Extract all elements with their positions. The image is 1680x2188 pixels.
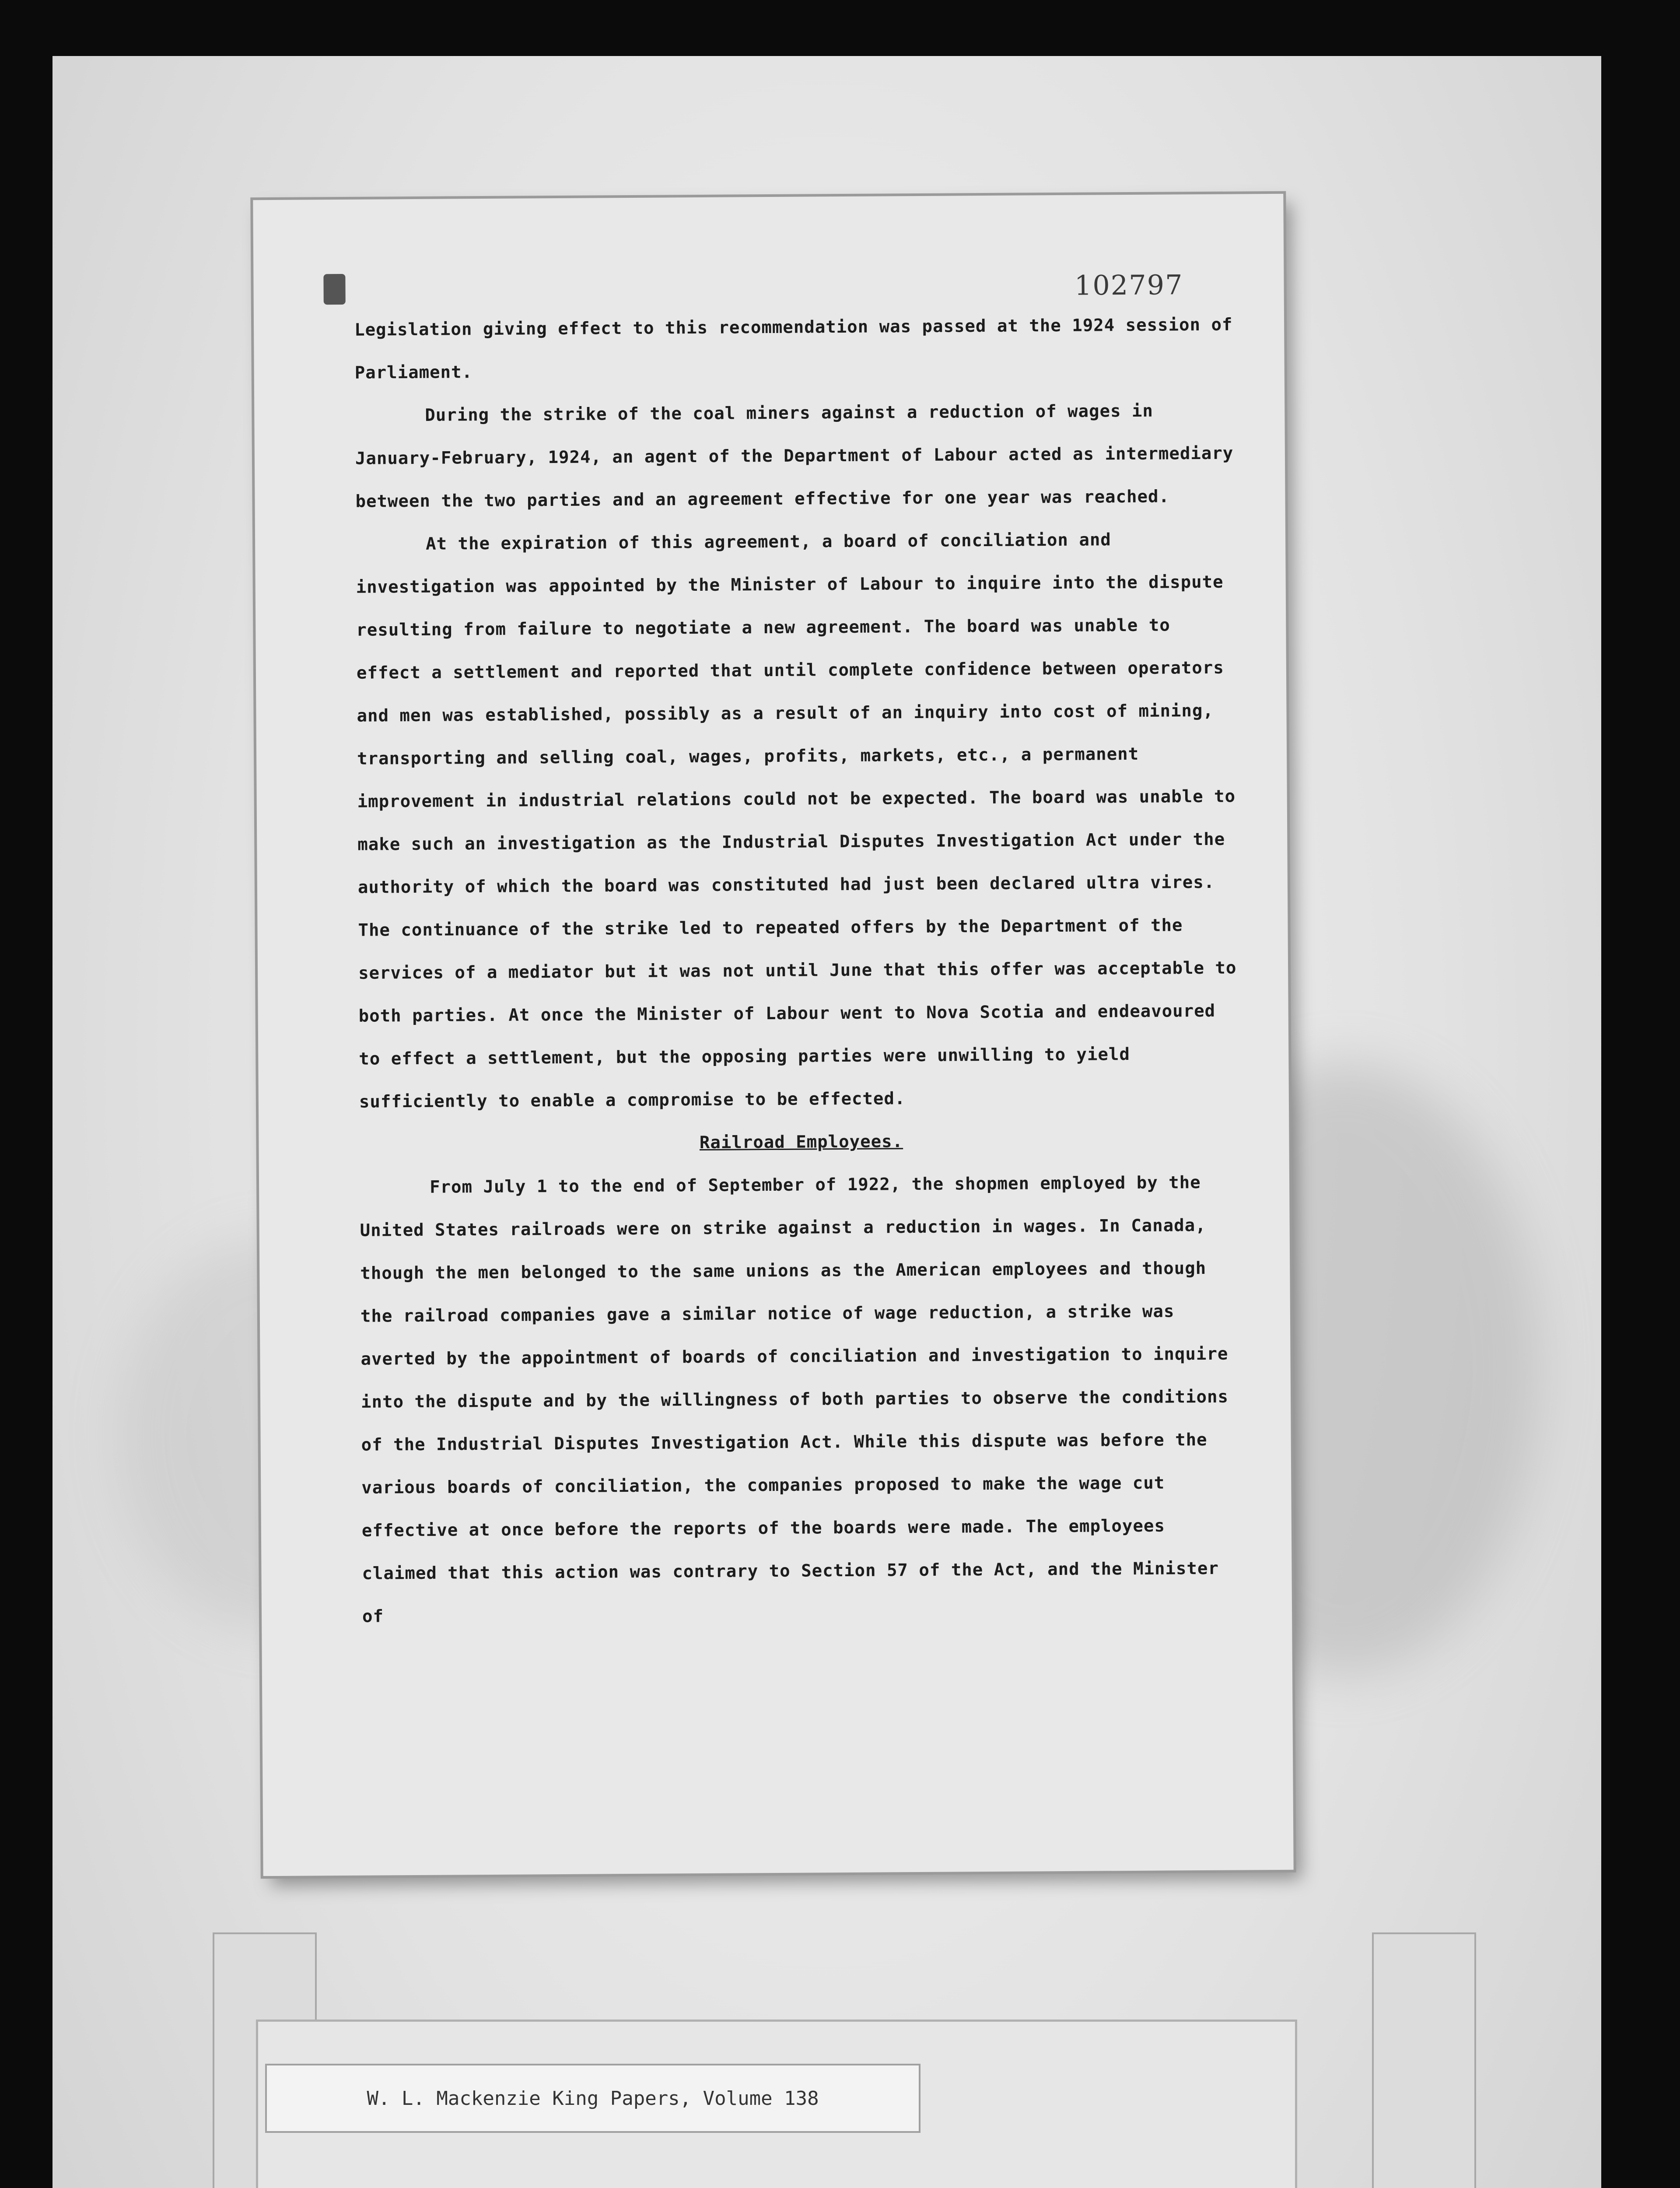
paragraph: Legislation giving effect to this recommendation was passed at the 1924 session of Parliament. [354, 315, 1233, 383]
pin-mark [323, 274, 345, 305]
paragraph: From July 1 to the end of September of 1922, the shopmen employed by the United States railroads were on strike against a reduction in wages. In Canada, though the men belonged to the same unions as the American employees and though the railroad companies gave a similar notice of wage reduction, a strike was averted by the appointment of boards of conciliation and investigation to inquire into the dispute and by the willingness of both parties to observe the conditions of the Industrial Disputes Investigation Act. While this dispute was before the various boards of conciliation, the companies proposed to make the wage cut effective at once before the reports of the boards were made. The employees claimed that this action was contrary to Section 57 of the Act, and the Minister of [360, 1173, 1229, 1627]
page-body [354, 303, 1246, 1638]
section-heading: Railroad Employees. [699, 1132, 903, 1153]
card-tab-right [1374, 1934, 1474, 2188]
typed-page [253, 194, 1293, 1876]
paragraph: At the expiration of this agreement, a board of conciliation and investigation was appointed by the Minister of Labour to inquire into the dispute resulting from failure to negotiate a new agreement. The board was unable to effect a settlement and reported that until complete confidence between operators and men was established, possibly as a result of an inquiry into cost of mining, transporting and selling coal, wages, profits, markets, etc., a permanent improvement in industrial relations could not be expected. The board was unable to make such an investigation as the Industrial Disputes Investigation Act under the authority of which the board was constituted had just been declared ultra vires. The continuance of the strike led to repeated offers by the Department of the services of a mediator but it was not until June that this offer was acceptable to both parties. At once the Minister of Labour went to Nova Scotia and endeavoured to effect a settlement, but the opposing parties were unwilling to yield sufficiently to enable a compromise to be effected. [356, 530, 1237, 1112]
paragraph: During the strike of the coal miners against a reduction of wages in January-February, 1924, an agent of the Department of Labour acted as intermediary between the two parties and an agreement effective for one year was reached. [355, 401, 1234, 512]
page-number: 102797 [1074, 269, 1183, 302]
collection-slip: W. L. Mackenzie King Papers, Volume 138 [267, 2065, 919, 2131]
